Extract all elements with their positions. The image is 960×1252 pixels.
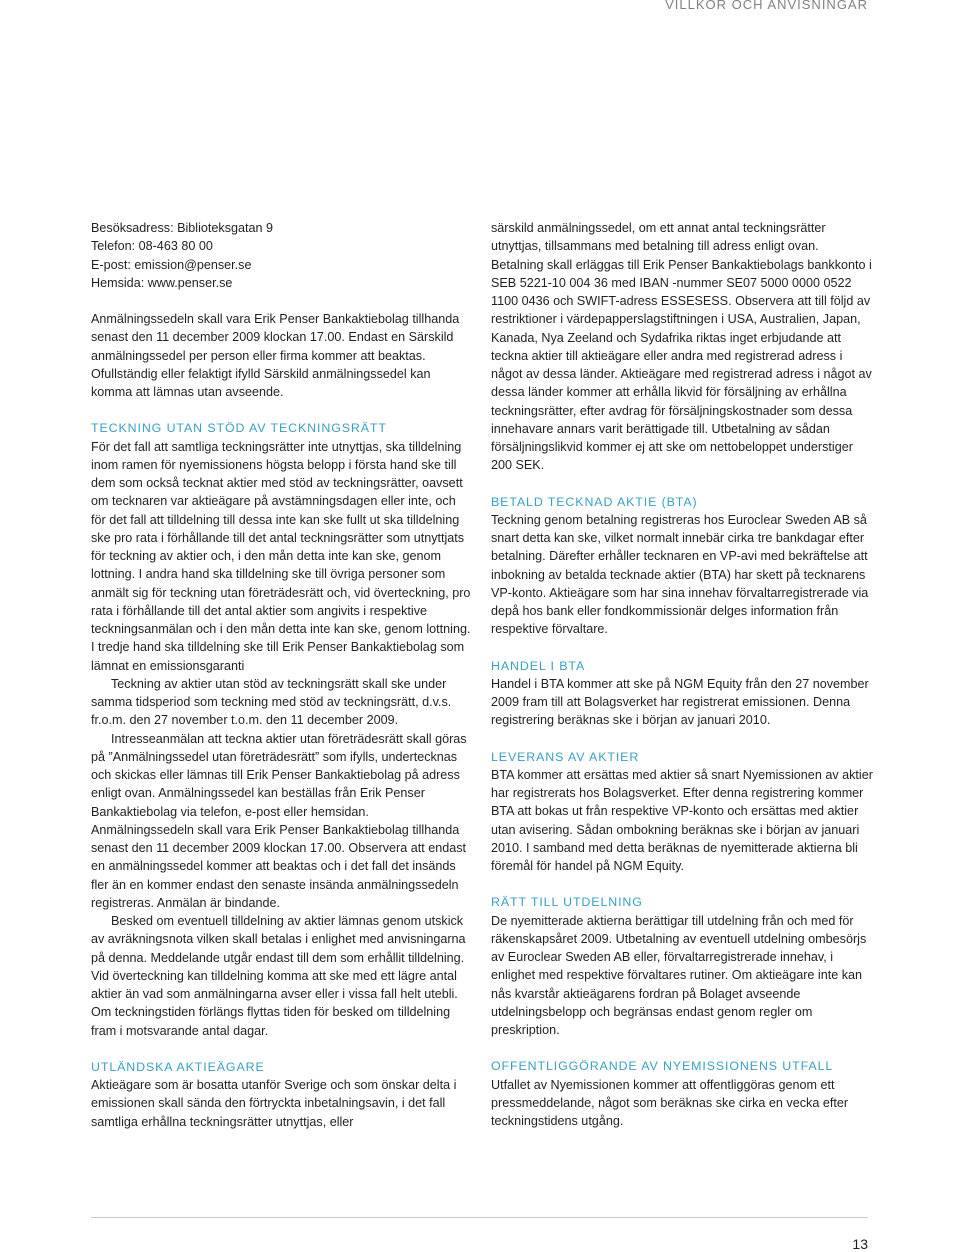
heading-betald-tecknad-aktie: BETALD TECKNAD AKTIE (BTA) xyxy=(491,494,698,509)
paragraph: Intresseanmälan att teckna aktier utan företrädesrätt skall göras på ”Anmälningssedel utan företrädesrätt” som ifylls, undertecknas och skickas eller lämnas till Erik Penser Bankaktiebolag på adress enligt ovan. Anmälningssedel kan beställas från Erik Penser Bankaktiebolag via telefon, e-post eller hemsidan. Anmälningssedeln skall vara Erik Penser Bankaktiebolag tillhanda senast den 11 december 2009 klockan 17.00. Observera att endast en anmälningssedel kommer att beaktas och i det fall det insänds fler än en kommer endast den senaste insända anmälningssedeln registreras. Anmälan är bindande. xyxy=(91,731,467,910)
heading-offentliggorande: OFFENTLIGGÖRANDE AV NYEMISSIONENS UTFALL xyxy=(491,1059,834,1074)
paragraph: Utfallet av Nyemissionen kommer att offentliggöras genom ett pressmeddelande, något som beräknas ske cirka en vecka efter teckningstidens utgång. xyxy=(491,1077,849,1128)
intro-paragraph: Anmälningssedeln skall vara Erik Penser Bankaktiebolag tillhanda senast den 11 december 2009 klockan 17.00. Endast en Särskild anmälningssedel per person eller firma kommer att beaktas. Ofullständig eller felaktigt ifylld Särskild anmälningssedel kan komma att lämnas utan avseende. xyxy=(91,312,460,399)
paragraph: särskild anmälningssedel, om ett annat antal teckningsrätter utnyttjas, tillsammans med betalning till adress enligt ovan. Betalning skall erläggas till Erik Penser Bankaktiebolags bankkonto i SEB 5221-10 004 36 med IBAN -nummer SE07 5000 0000 0522 1100 0436 och SWIFT-adress ESSESESS. Observera att till följd av restriktioner i värdepapperslagstiftningen i USA, Australien, Japan, Kanada, Nya Zeeland och Sydafrika riktas inget erbjudande att teckna aktier till aktieägare eller andra med registrerad adress i något av dessa länder. Aktieägare med registrerad adress i något av dessa länder kommer att erhålla likvid för försäljning av erhållna teckningsrätter, efter avdrag för försäljningskostnader som dessa innehavare annars varit berättigade till. Utbetalning av sådan försäljningslikvid kommer ej att ske om nettobeloppet understiger 200 SEK. xyxy=(491,221,872,473)
paragraph: Handel i BTA kommer att ske på NGM Equity från den 27 november 2009 fram till att Bolagsverket har registrerat emissionen. Denna registrering beräknas ske i början av januari 2010. xyxy=(491,676,869,728)
paragraph: Teckning av aktier utan stöd av teckningsrätt skall ske under samma tidsperiod som teckning med stöd av teckningsrätt, d.v.s. fr.o.m. den 27 november t.o.m. den 11 december 2009. xyxy=(91,676,452,728)
paragraph: De nyemitterade aktierna berättigar till utdelning från och med för räkenskapsåret 2009. Utbetalning av eventuell utdelning ombesörjs av Euroclear Sweden AB eller, förvaltarregistrerade innehav, i enlighet med respektive förvaltares rutiner. Om aktieägare inte kan nås kvarstår aktieägarens fordran på Bolaget avseende utdelningsbelopp och begränsas endast genom regler om preskription. xyxy=(491,913,867,1037)
heading-teckning-utan-stod: TECKNING UTAN STÖD AV TECKNINGSRÄTT xyxy=(91,421,387,436)
right-column xyxy=(491,219,873,1130)
footer-divider xyxy=(91,1217,868,1218)
heading-ratt-till-utdelning: RÄTT TILL UTDELNING xyxy=(491,895,643,910)
paragraph: För det fall att samtliga teckningsrätter inte utnyttjas, ska tilldelning inom ramen för nyemissionens högsta belopp i första hand ske till dem som också tecknat aktier med stöd av teckningsrätter, oavsett om tecknaren var aktieägare på avstämningsdagen eller inte, och för det fall att tilldelning till dessa inte kan ske fullt ut ska tilldelning ske pro rata i förhållande till det antal teckningsrätter som utnyttjats för teckning av aktier och, i den mån detta inte kan ske, genom lottning. I andra hand ska tilldelning ske till övriga personer som anmält sig för teckning utan företrädesrätt och, vid överteckning, pro rata i förhållande till det antal aktier som angivits i respektive teckningsanmälan och i den mån detta inte kan ske, genom lottning. I tredje hand ska tilldelning ske till Erik Penser Bankaktiebolag som lämnat en emissionsgaranti xyxy=(91,439,471,673)
contact-address: Besöksadress: Biblioteksgatan 9 xyxy=(91,221,274,235)
paragraph: Besked om eventuell tilldelning av aktier lämnas genom utskick av avräkningsnota vilken skall betalas i enlighet med anvisningarna på denna. Meddelande utgår endast till dem som erhållit tilldelning. Vid överteckning kan tilldelning komma att ske med ett lägre antal aktier än vad som anmälningarna avser eller i vissa fall helt utebli. Om teckningstiden förlängs flyttas tiden för besked om tilldelning fram i motsvarande antal dagar. xyxy=(91,914,466,1038)
heading-handel-i-bta: HANDEL I BTA xyxy=(491,658,586,673)
heading-leverans-av-aktier: LEVERANS AV AKTIER xyxy=(491,749,640,764)
section-title: VILLKOR OCH ANVISNINGAR xyxy=(665,0,868,12)
left-column xyxy=(91,219,471,1131)
heading-utlandska-aktieagare: UTLÄNDSKA AKTIEÄGARE xyxy=(91,1059,265,1074)
paragraph: Teckning genom betalning registreras hos Euroclear Sweden AB så snart detta kan ske, vilket normalt innebär cirka tre bankdagar efter betalning. Därefter erhåller tecknaren en VP-avi med bekräftelse att inbokning av betalda tecknade aktier (BTA) har skett på tecknarens VP-konto. Aktieägare som har sina innehav förvaltarregistrerade via depå hos bank eller fondkommissionär delges information från respektive förvaltare. xyxy=(491,512,869,637)
paragraph: BTA kommer att ersättas med aktier så snart Nyemissionen av aktier har registrerats hos Bolagsverket. Efter denna registrering kommer BTA att bokas ut från respektive VP-konto och ersättas med aktier utan avisering. Sådan ombokning beräknas ske i början av januari 2010. I samband med detta beräknas de nyemitterade aktierna bli föremål för handel på NGM Equity. xyxy=(491,767,873,873)
page-header xyxy=(0,0,960,30)
page-number: 13 xyxy=(852,1236,868,1252)
contact-website: Hemsida: www.penser.se xyxy=(91,275,233,290)
paragraph: Aktieägare som är bosatta utanför Sverige och som önskar delta i emissionen skall sända den förtryckta inbetalningsavin, i det fall samtliga erhållna teckningsrätter utnyttjas, eller xyxy=(91,1078,457,1129)
contact-email: E-post: emission@penser.se xyxy=(91,257,252,272)
contact-phone: Telefon: 08-463 80 00 xyxy=(91,239,213,254)
